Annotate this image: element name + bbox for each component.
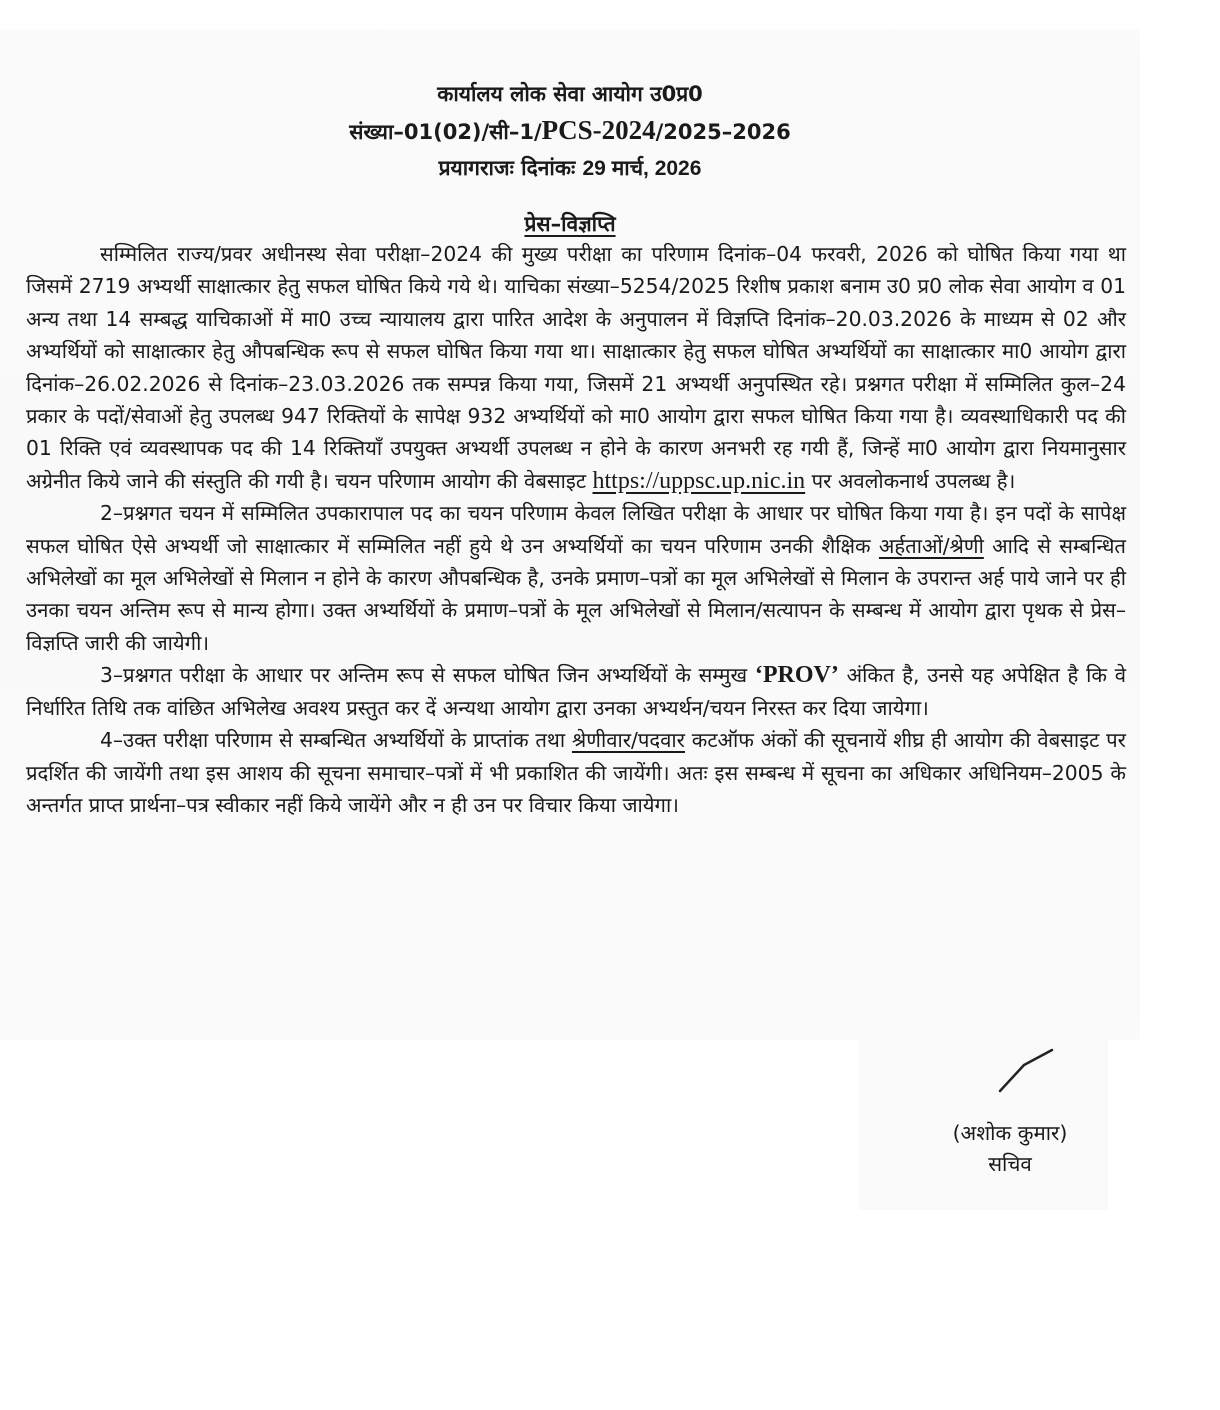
paragraph-1	[26, 238, 1126, 497]
paragraph-2-start: 2–प्रश्नगत चयन में सम्मिलित उपकारापाल पद का चयन परिणाम केवल लिखित परीक्षा के आधार पर घोषित किया गया है। इन पदों के सापेक्ष सफल घोषित ऐसे अभ्यर्थी जो साक्षात्कार में सम्मिलित नहीं हुये थे उन अभ्यर्थियों का चयन परिणाम उनकी शैक्षिक	[26, 501, 1126, 558]
release-body	[26, 238, 1126, 821]
issue-date: 29 मार्च, 2026	[582, 157, 702, 180]
paragraph-2	[26, 497, 1126, 659]
reference-pcs: PCS-2024	[541, 115, 656, 145]
paragraph-3	[26, 659, 1126, 724]
place-label: प्रयागराजः दिनांकः	[438, 156, 583, 180]
website-link[interactable]: https://uppsc.up.nic.in	[592, 467, 806, 494]
reference-number	[0, 112, 1140, 150]
paragraph-4-end: कटऑफ अंकों की सूचनायें शीघ्र ही आयोग की वेबसाइट पर प्रदर्शित की जायेंगी तथा इस आशय की सूचना समाचार–पत्रों में भी प्रकाशित की जायेंगी। अतः इस सम्बन्ध में सूचना का अधिकार अधिनियम–2005 के अन्तर्गत प्राप्त प्रार्थना–पत्र स्वीकार नहीं किये जायेंगे और न ही उन पर विचार किया जायेगा।	[26, 728, 1126, 817]
paragraph-4	[26, 724, 1126, 821]
paragraph-1-text: सम्मिलित राज्य/प्रवर अधीनस्थ सेवा परीक्षा–2024 की मुख्य परीक्षा का परिणाम दिनांक–04 फरवरी, 2026 को घोषित किया गया था जिसमें 2719 अभ्यर्थी साक्षात्कार हेतु सफल घोषित किये गये थे। याचिका संख्या–5254/2025 रिशीष प्रकाश बनाम उ0 प्र0 लोक सेवा आयोग व 01 अन्य तथा 14 सम्बद्ध याचिकाओं में मा0 उच्च न्यायालय द्वारा पारित आदेश के अनुपालन में विज्ञप्ति दिनांक–20.03.2026 के माध्यम से 02 और अभ्यर्थियों को साक्षात्कार हेतु औपबन्धिक रूप से सफल घोषित किया गया था। साक्षात्कार हेतु सफल घोषित अभ्यर्थियों का साक्षात्कार मा0 आयोग द्वारा दिनांक–26.02.2026 से दिनांक–23.03.2026 तक सम्पन्न किया गया, जिसमें 21 अभ्यर्थी अनुपस्थित रहे। प्रश्नगत परीक्षा में सम्मिलित कुल–24 प्रकार के पदों/सेवाओं हेतु उपलब्ध 947 रिक्तियों के सापेक्ष 932 अभ्यर्थियों को मा0 आयोग द्वारा सफल घोषित किया गया है। व्यवस्थाधिकारी पद की 01 रिक्ति एवं व्यवस्थापक पद की 14 रिक्तियाँ उपयुक्त अभ्यर्थी उपलब्ध न होने के कारण अनभरी रह गयी हैं, जिन्हें मा0 आयोग द्वारा नियमानुसार अग्रेनीत किये जाने की संस्तुति की गयी है। चयन परिणाम आयोग की वेबसाइट	[26, 242, 1126, 493]
document-title	[0, 208, 1140, 240]
prov-marker: ‘PROV’	[754, 662, 839, 689]
paragraph-2-underlined: अर्हताओं/श्रेणी	[878, 533, 984, 558]
reference-suffix: /2025–2026	[655, 120, 791, 144]
paragraph-4-underlined: श्रेणीवार/पदवार	[571, 728, 685, 753]
signatory-block	[900, 1118, 1120, 1180]
paragraph-2-end: आदि से सम्बन्धित अभिलेखों का मूल अभिलेखों से मिलान न होने के कारण औपबन्धिक है, उनके प्रमाण–पत्रों का मूल अभिलेखों से मिलान के उपरान्त अर्ह पाये जाने पर ही उनका चयन अन्तिम रूप से मान्य होगा। उक्त अभ्यर्थियों के प्रमाण–पत्रों के मूल अभिलेखों से मिलान/सत्यापन के सम्बन्ध में आयोग द्वारा पृथक से प्रेस–विज्ञप्ति जारी की जायेगी।	[26, 533, 1126, 655]
paragraph-1-end: पर अवलोकनार्थ उपलब्ध है।	[805, 468, 1016, 493]
signature-mark	[990, 1045, 1070, 1095]
place-and-date	[0, 150, 1140, 187]
signatory-name: (अशोक कुमार)	[952, 1121, 1068, 1145]
paragraph-3-start: 3–प्रश्नगत परीक्षा के आधार पर अन्तिम रूप से सफल घोषित जिन अभ्यर्थियों के सम्मुख	[100, 663, 755, 688]
title-text: प्रेस–विज्ञप्ति	[524, 212, 616, 236]
letterhead	[0, 76, 1140, 187]
office-name: कार्यालय लोक सेवा आयोग उ0प्र0	[437, 82, 703, 106]
paragraph-4-start: 4–उक्त परीक्षा परिणाम से सम्बन्धित अभ्यर्थियों के प्राप्तांक तथा	[100, 728, 572, 753]
reference-prefix: संख्या–01(02)/सी–1/	[349, 120, 542, 144]
signatory-designation: सचिव	[988, 1152, 1032, 1176]
paragraph-3-end: अंकित है, उनसे यह अपेक्षित है कि वे निर्धारित तिथि तक वांछित अभिलेख अवश्य प्रस्तुत कर दें अन्यथा आयोग द्वारा उनका अभ्यर्थन/चयन निरस्त कर दिया जायेगा।	[26, 663, 1126, 720]
